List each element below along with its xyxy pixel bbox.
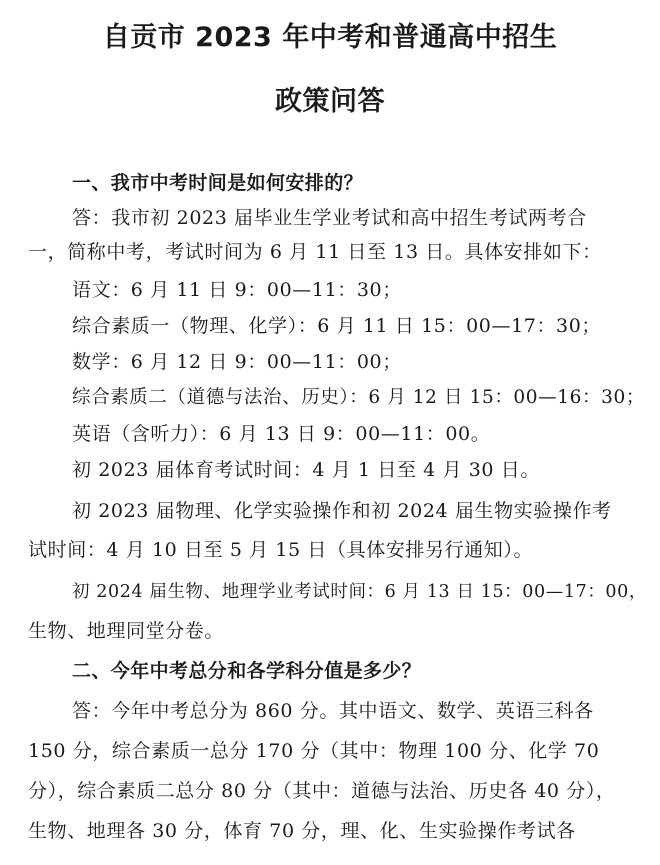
paragraph-line: 试时间：4 月 10 日至 5 月 15 日（具体安排另行通知）。 xyxy=(28,539,534,561)
schedule-line-science-2: 综合素质二（道德与法治、历史）：6 月 12 日 15：00—16：30； xyxy=(72,387,645,408)
section-heading-1: 一、我市中考时间是如何安排的？ xyxy=(72,172,364,194)
schedule-line-science-1: 综合素质一（物理、化学）：6 月 11 日 15：00—17：30； xyxy=(72,315,602,337)
schedule-line-math: 数学：6 月 12 日 9：00—11：00； xyxy=(72,351,402,373)
schedule-line-chinese: 语文：6 月 11 日 9：00—11：30； xyxy=(72,279,402,301)
document-title-line-1: 自贡市 2023 年中考和普通高中招生 xyxy=(102,22,558,53)
paragraph-line: 150 分，综合素质一总分 170 分（其中：物理 100 分、化学 70 xyxy=(28,740,600,762)
schedule-line-pe: 初 2023 届体育考试时间：4 月 1 日至 4 月 30 日。 xyxy=(72,459,540,481)
paragraph-line: 一，简称中考，考试时间为 6 月 11 日至 13 日。具体安排如下： xyxy=(28,241,602,263)
paragraph-line: 初 2023 届物理、化学实验操作和初 2024 届生物实验操作考 xyxy=(72,500,612,522)
paragraph-line: 初 2024 届生物、地理学业考试时间：6 月 13 日 15：00—17：00， xyxy=(72,582,647,602)
paragraph-line: 答：我市初 2023 届毕业生学业考试和高中招生考试两考合 xyxy=(72,207,587,229)
document-title-line-2: 政策问答 xyxy=(275,86,385,117)
paragraph-line: 生物、地理各 30 分，体育 70 分，理、化、生实验操作考试各 xyxy=(28,820,576,842)
paragraph-line: 分），综合素质二总分 80 分（其中：道德与法治、历史各 40 分）， xyxy=(28,780,616,802)
schedule-line-english: 英语（含听力）：6 月 13 日 9：00—11：00。 xyxy=(72,423,491,445)
paragraph-line: 答：今年中考总分为 860 分。其中语文、数学、英语三科各 xyxy=(72,700,594,722)
section-heading-2: 二、今年中考总分和各学科分值是多少？ xyxy=(72,660,422,682)
paragraph-line: 生物、地理同堂分卷。 xyxy=(28,620,225,642)
